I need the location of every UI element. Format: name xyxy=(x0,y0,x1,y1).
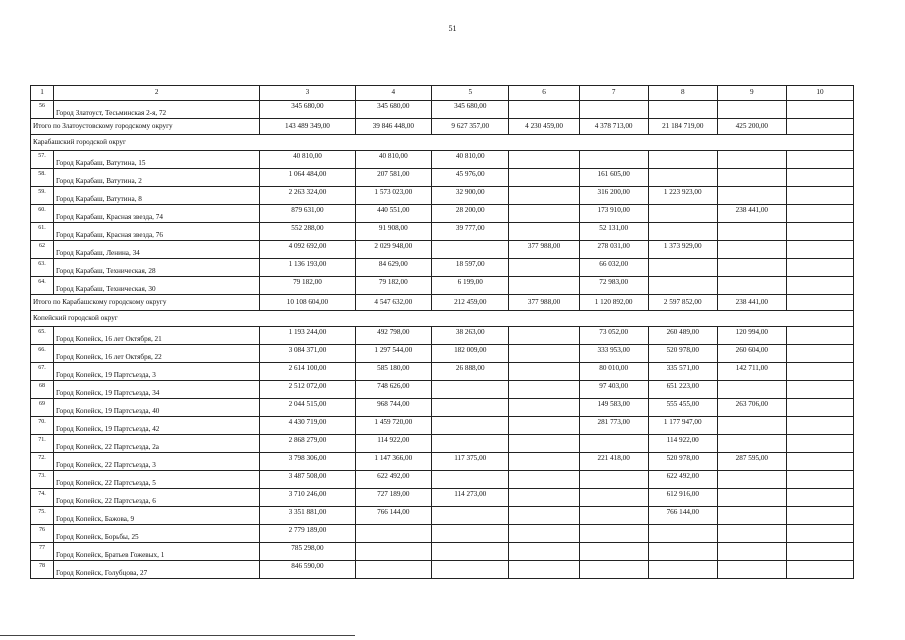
amount-cell: 114 922,00 xyxy=(355,435,431,453)
amount-cell: 39 777,00 xyxy=(432,223,509,241)
address-cell: Город Копейск, 22 Партсъезда, 6 xyxy=(54,489,260,507)
amount-cell xyxy=(509,223,579,241)
amount-cell xyxy=(509,417,579,435)
address-cell: Город Копейск, Братьев Гожевых, 1 xyxy=(54,543,260,561)
amount-cell xyxy=(786,417,853,435)
amount-cell xyxy=(432,507,509,525)
amount-cell xyxy=(786,399,853,417)
amount-cell: 1 064 484,00 xyxy=(260,169,355,187)
amount-cell xyxy=(717,259,786,277)
amount-cell: 492 798,00 xyxy=(355,327,431,345)
amount-cell: 345 680,00 xyxy=(432,101,509,119)
amount-cell: 4 092 692,00 xyxy=(260,241,355,259)
amount-cell: 18 597,00 xyxy=(432,259,509,277)
amount-cell xyxy=(509,169,579,187)
amount-cell xyxy=(786,151,853,169)
row-number: 67. xyxy=(31,363,54,381)
amount-cell: 221 418,00 xyxy=(579,453,648,471)
row-number: 62 xyxy=(31,241,54,259)
address-cell: Город Копейск, Борьбы, 25 xyxy=(54,525,260,543)
row-number: 78 xyxy=(31,561,54,579)
address-cell: Город Копейск, 22 Партсъезда, 2а xyxy=(54,435,260,453)
amount-cell: 968 744,00 xyxy=(355,399,431,417)
amount-cell: 149 583,00 xyxy=(579,399,648,417)
amount-cell: 3 710 246,00 xyxy=(260,489,355,507)
address-cell: Город Карабаш, Ватутина, 2 xyxy=(54,169,260,187)
amount-cell: 785 298,00 xyxy=(260,543,355,561)
row-number: 74. xyxy=(31,489,54,507)
amount-cell: 39 846 448,00 xyxy=(355,119,431,135)
table-row xyxy=(31,169,854,187)
amount-cell xyxy=(786,525,853,543)
amount-cell xyxy=(432,381,509,399)
amount-cell xyxy=(717,169,786,187)
row-number: 65. xyxy=(31,327,54,345)
amount-cell: 173 910,00 xyxy=(579,205,648,223)
amount-cell xyxy=(509,471,579,489)
amount-cell xyxy=(648,525,717,543)
amount-cell xyxy=(579,525,648,543)
amount-cell xyxy=(717,507,786,525)
amount-cell: 2 779 189,00 xyxy=(260,525,355,543)
row-number: 77 xyxy=(31,543,54,561)
amount-cell: 79 182,00 xyxy=(260,277,355,295)
total-row xyxy=(31,295,854,311)
amount-cell: 38 263,00 xyxy=(432,327,509,345)
amount-cell: 263 706,00 xyxy=(717,399,786,417)
column-number: 3 xyxy=(260,86,355,101)
amount-cell xyxy=(509,327,579,345)
amount-cell: 1 223 923,00 xyxy=(648,187,717,205)
amount-cell: 748 626,00 xyxy=(355,381,431,399)
register-table xyxy=(30,85,854,579)
amount-cell: 612 916,00 xyxy=(648,489,717,507)
table-row xyxy=(31,453,854,471)
amount-cell: 335 571,00 xyxy=(648,363,717,381)
amount-cell: 520 978,00 xyxy=(648,345,717,363)
amount-cell: 1 136 193,00 xyxy=(260,259,355,277)
address-cell: Город Карабаш, Красная звезда, 76 xyxy=(54,223,260,241)
address-cell: Город Копейск, 19 Партсъезда, 40 xyxy=(54,399,260,417)
amount-cell: 120 994,00 xyxy=(717,327,786,345)
amount-cell: 377 988,00 xyxy=(509,241,579,259)
amount-cell: 552 288,00 xyxy=(260,223,355,241)
amount-cell: 238 441,00 xyxy=(717,295,786,311)
amount-cell xyxy=(509,525,579,543)
address-cell: Город Копейск, 19 Партсъезда, 34 xyxy=(54,381,260,399)
section-row xyxy=(31,311,854,327)
amount-cell: 142 711,00 xyxy=(717,363,786,381)
amount-cell: 40 810,00 xyxy=(432,151,509,169)
amount-cell: 66 032,00 xyxy=(579,259,648,277)
address-cell: Город Златоуст, Тесьминская 2-я, 72 xyxy=(54,101,260,119)
amount-cell: 73 052,00 xyxy=(579,327,648,345)
column-number: 2 xyxy=(54,86,260,101)
amount-cell xyxy=(786,345,853,363)
amount-cell xyxy=(786,435,853,453)
amount-cell xyxy=(786,453,853,471)
row-number: 63. xyxy=(31,259,54,277)
amount-cell xyxy=(786,381,853,399)
amount-cell: 622 492,00 xyxy=(648,471,717,489)
amount-cell xyxy=(355,543,431,561)
amount-cell xyxy=(648,151,717,169)
address-cell: Город Копейск, 16 лет Октября, 22 xyxy=(54,345,260,363)
amount-cell xyxy=(717,543,786,561)
amount-cell xyxy=(432,417,509,435)
amount-cell xyxy=(786,543,853,561)
row-number: 69 xyxy=(31,399,54,417)
amount-cell xyxy=(579,507,648,525)
amount-cell xyxy=(509,101,579,119)
amount-cell xyxy=(786,205,853,223)
amount-cell xyxy=(648,223,717,241)
amount-cell: 425 200,00 xyxy=(717,119,786,135)
table-row xyxy=(31,525,854,543)
amount-cell xyxy=(786,471,853,489)
amount-cell: 9 627 357,00 xyxy=(432,119,509,135)
amount-cell xyxy=(509,435,579,453)
amount-cell xyxy=(509,561,579,579)
address-cell: Город Копейск, 19 Партсъезда, 42 xyxy=(54,417,260,435)
row-number: 60. xyxy=(31,205,54,223)
amount-cell: 80 010,00 xyxy=(579,363,648,381)
amount-cell xyxy=(786,241,853,259)
column-number: 1 xyxy=(31,86,54,101)
amount-cell xyxy=(717,223,786,241)
amount-cell: 182 009,00 xyxy=(432,345,509,363)
row-number: 66. xyxy=(31,345,54,363)
amount-cell: 79 182,00 xyxy=(355,277,431,295)
amount-cell xyxy=(717,241,786,259)
amount-cell: 2 029 948,00 xyxy=(355,241,431,259)
amount-cell xyxy=(509,277,579,295)
total-label: Итого по Златоустовскому городскому округу xyxy=(31,119,260,135)
amount-cell: 1 373 929,00 xyxy=(648,241,717,259)
amount-cell xyxy=(432,561,509,579)
amount-cell: 207 581,00 xyxy=(355,169,431,187)
amount-cell xyxy=(786,169,853,187)
amount-cell xyxy=(648,205,717,223)
table-row xyxy=(31,277,854,295)
amount-cell xyxy=(579,543,648,561)
amount-cell: 622 492,00 xyxy=(355,471,431,489)
amount-cell xyxy=(717,187,786,205)
amount-cell xyxy=(509,187,579,205)
amount-cell xyxy=(786,363,853,381)
amount-cell: 97 403,00 xyxy=(579,381,648,399)
amount-cell xyxy=(786,223,853,241)
amount-cell xyxy=(509,453,579,471)
amount-cell: 72 983,00 xyxy=(579,277,648,295)
total-label: Итого по Карабашскому городскому округу xyxy=(31,295,260,311)
amount-cell: 520 978,00 xyxy=(648,453,717,471)
amount-cell xyxy=(432,241,509,259)
amount-cell xyxy=(717,489,786,507)
amount-cell: 52 131,00 xyxy=(579,223,648,241)
address-cell: Город Карабаш, Ватутина, 8 xyxy=(54,187,260,205)
amount-cell: 2 044 515,00 xyxy=(260,399,355,417)
row-number: 56 xyxy=(31,101,54,119)
amount-cell: 316 200,00 xyxy=(579,187,648,205)
footer-rule xyxy=(0,635,355,636)
amount-cell: 143 489 349,00 xyxy=(260,119,355,135)
amount-cell xyxy=(786,259,853,277)
amount-cell xyxy=(432,435,509,453)
table-row xyxy=(31,363,854,381)
amount-cell xyxy=(509,507,579,525)
amount-cell xyxy=(579,489,648,507)
column-number-header xyxy=(31,86,854,101)
row-number: 75. xyxy=(31,507,54,525)
table-row xyxy=(31,489,854,507)
row-number: 72. xyxy=(31,453,54,471)
address-cell: Город Копейск, 19 Партсъезда, 3 xyxy=(54,363,260,381)
table-row xyxy=(31,187,854,205)
address-cell: Город Копейск, 16 лет Октября, 21 xyxy=(54,327,260,345)
amount-cell: 651 223,00 xyxy=(648,381,717,399)
amount-cell: 3 798 306,00 xyxy=(260,453,355,471)
amount-cell xyxy=(648,259,717,277)
table-row xyxy=(31,507,854,525)
amount-cell: 281 773,00 xyxy=(579,417,648,435)
address-cell: Город Карабаш, Красная звезда, 74 xyxy=(54,205,260,223)
amount-cell: 4 378 713,00 xyxy=(579,119,648,135)
amount-cell: 6 199,00 xyxy=(432,277,509,295)
amount-cell: 45 976,00 xyxy=(432,169,509,187)
amount-cell xyxy=(717,277,786,295)
row-number: 59. xyxy=(31,187,54,205)
amount-cell xyxy=(509,151,579,169)
table-row xyxy=(31,101,854,119)
table-row xyxy=(31,381,854,399)
amount-cell: 440 551,00 xyxy=(355,205,431,223)
amount-cell: 91 908,00 xyxy=(355,223,431,241)
amount-cell: 555 455,00 xyxy=(648,399,717,417)
amount-cell xyxy=(509,345,579,363)
address-cell: Город Копейск, 22 Партсъезда, 3 xyxy=(54,453,260,471)
amount-cell xyxy=(579,471,648,489)
amount-cell xyxy=(717,151,786,169)
amount-cell: 4 230 459,00 xyxy=(509,119,579,135)
amount-cell: 1 573 023,00 xyxy=(355,187,431,205)
amount-cell: 40 810,00 xyxy=(260,151,355,169)
column-number: 6 xyxy=(509,86,579,101)
row-number: 64. xyxy=(31,277,54,295)
row-number: 57. xyxy=(31,151,54,169)
amount-cell xyxy=(432,471,509,489)
amount-cell xyxy=(786,101,853,119)
amount-cell xyxy=(579,151,648,169)
amount-cell: 1 459 720,00 xyxy=(355,417,431,435)
amount-cell: 3 487 508,00 xyxy=(260,471,355,489)
table-row xyxy=(31,471,854,489)
row-number: 58. xyxy=(31,169,54,187)
amount-cell xyxy=(579,561,648,579)
table-body xyxy=(31,86,854,579)
amount-cell xyxy=(786,119,853,135)
amount-cell xyxy=(717,381,786,399)
amount-cell: 3 351 881,00 xyxy=(260,507,355,525)
amount-cell xyxy=(432,399,509,417)
amount-cell: 260 489,00 xyxy=(648,327,717,345)
amount-cell: 1 120 892,00 xyxy=(579,295,648,311)
amount-cell: 161 605,00 xyxy=(579,169,648,187)
table-row xyxy=(31,543,854,561)
amount-cell: 879 631,00 xyxy=(260,205,355,223)
address-cell: Город Карабаш, Техническая, 28 xyxy=(54,259,260,277)
amount-cell: 3 084 371,00 xyxy=(260,345,355,363)
column-number: 9 xyxy=(717,86,786,101)
amount-cell: 585 180,00 xyxy=(355,363,431,381)
amount-cell xyxy=(579,435,648,453)
amount-cell xyxy=(786,489,853,507)
table-row xyxy=(31,345,854,363)
amount-cell: 4 547 632,00 xyxy=(355,295,431,311)
total-row xyxy=(31,119,854,135)
amount-cell: 28 200,00 xyxy=(432,205,509,223)
amount-cell xyxy=(648,561,717,579)
page-number: 51 xyxy=(448,24,457,33)
address-cell: Город Копейск, Голубцова, 27 xyxy=(54,561,260,579)
column-number: 8 xyxy=(648,86,717,101)
amount-cell: 377 988,00 xyxy=(509,295,579,311)
amount-cell xyxy=(355,561,431,579)
amount-cell: 727 189,00 xyxy=(355,489,431,507)
amount-cell: 1 177 947,00 xyxy=(648,417,717,435)
amount-cell: 117 375,00 xyxy=(432,453,509,471)
amount-cell: 114 273,00 xyxy=(432,489,509,507)
amount-cell xyxy=(717,435,786,453)
amount-cell: 84 629,00 xyxy=(355,259,431,277)
amount-cell: 2 597 852,00 xyxy=(648,295,717,311)
amount-cell: 2 614 100,00 xyxy=(260,363,355,381)
amount-cell: 238 441,00 xyxy=(717,205,786,223)
amount-cell xyxy=(648,101,717,119)
amount-cell: 1 193 244,00 xyxy=(260,327,355,345)
address-cell: Город Копейск, 22 Партсъезда, 5 xyxy=(54,471,260,489)
column-number: 4 xyxy=(355,86,431,101)
amount-cell xyxy=(509,259,579,277)
table-row xyxy=(31,435,854,453)
amount-cell xyxy=(648,543,717,561)
amount-cell xyxy=(786,187,853,205)
amount-cell: 766 144,00 xyxy=(355,507,431,525)
address-cell: Город Карабаш, Техническая, 30 xyxy=(54,277,260,295)
table-row xyxy=(31,151,854,169)
table-row xyxy=(31,241,854,259)
amount-cell xyxy=(509,205,579,223)
amount-cell: 766 144,00 xyxy=(648,507,717,525)
address-cell: Город Карабаш, Ватутина, 15 xyxy=(54,151,260,169)
amount-cell: 212 459,00 xyxy=(432,295,509,311)
table-row xyxy=(31,327,854,345)
amount-cell: 2 868 279,00 xyxy=(260,435,355,453)
amount-cell xyxy=(717,101,786,119)
row-number: 71. xyxy=(31,435,54,453)
section-row xyxy=(31,135,854,151)
amount-cell: 114 922,00 xyxy=(648,435,717,453)
amount-cell xyxy=(509,489,579,507)
table-row xyxy=(31,223,854,241)
amount-cell xyxy=(509,543,579,561)
address-cell: Город Копейск, Бажова, 9 xyxy=(54,507,260,525)
column-number: 7 xyxy=(579,86,648,101)
amount-cell: 2 512 072,00 xyxy=(260,381,355,399)
row-number: 76 xyxy=(31,525,54,543)
amount-cell xyxy=(717,417,786,435)
amount-cell xyxy=(717,561,786,579)
amount-cell: 1 297 544,00 xyxy=(355,345,431,363)
amount-cell xyxy=(786,327,853,345)
table-row xyxy=(31,205,854,223)
amount-cell xyxy=(432,525,509,543)
amount-cell xyxy=(509,363,579,381)
amount-cell xyxy=(717,525,786,543)
amount-cell: 26 888,00 xyxy=(432,363,509,381)
amount-cell: 345 680,00 xyxy=(355,101,431,119)
amount-cell xyxy=(509,399,579,417)
row-number: 61. xyxy=(31,223,54,241)
amount-cell xyxy=(648,277,717,295)
section-title: Копейский городской округ xyxy=(31,311,854,327)
amount-cell: 2 263 324,00 xyxy=(260,187,355,205)
amount-cell xyxy=(786,295,853,311)
amount-cell: 32 900,00 xyxy=(432,187,509,205)
amount-cell xyxy=(786,277,853,295)
row-number: 70. xyxy=(31,417,54,435)
amount-cell xyxy=(355,525,431,543)
section-title: Карабашский городской округ xyxy=(31,135,854,151)
amount-cell: 4 430 719,00 xyxy=(260,417,355,435)
column-number: 10 xyxy=(786,86,853,101)
amount-cell: 278 031,00 xyxy=(579,241,648,259)
row-number: 68 xyxy=(31,381,54,399)
amount-cell xyxy=(786,561,853,579)
amount-cell: 846 590,00 xyxy=(260,561,355,579)
table-row xyxy=(31,399,854,417)
amount-cell: 260 604,00 xyxy=(717,345,786,363)
table-row xyxy=(31,417,854,435)
table-row xyxy=(31,561,854,579)
amount-cell: 10 108 604,00 xyxy=(260,295,355,311)
table-row xyxy=(31,259,854,277)
amount-cell xyxy=(579,101,648,119)
amount-cell xyxy=(432,543,509,561)
amount-cell xyxy=(786,507,853,525)
amount-cell: 345 680,00 xyxy=(260,101,355,119)
address-cell: Город Карабаш, Ленина, 34 xyxy=(54,241,260,259)
amount-cell xyxy=(509,381,579,399)
amount-cell xyxy=(648,169,717,187)
amount-cell: 287 595,00 xyxy=(717,453,786,471)
column-number: 5 xyxy=(432,86,509,101)
amount-cell: 1 147 366,00 xyxy=(355,453,431,471)
amount-cell: 21 184 719,00 xyxy=(648,119,717,135)
row-number: 73. xyxy=(31,471,54,489)
amount-cell: 333 953,00 xyxy=(579,345,648,363)
amount-cell xyxy=(717,471,786,489)
amount-cell: 40 810,00 xyxy=(355,151,431,169)
